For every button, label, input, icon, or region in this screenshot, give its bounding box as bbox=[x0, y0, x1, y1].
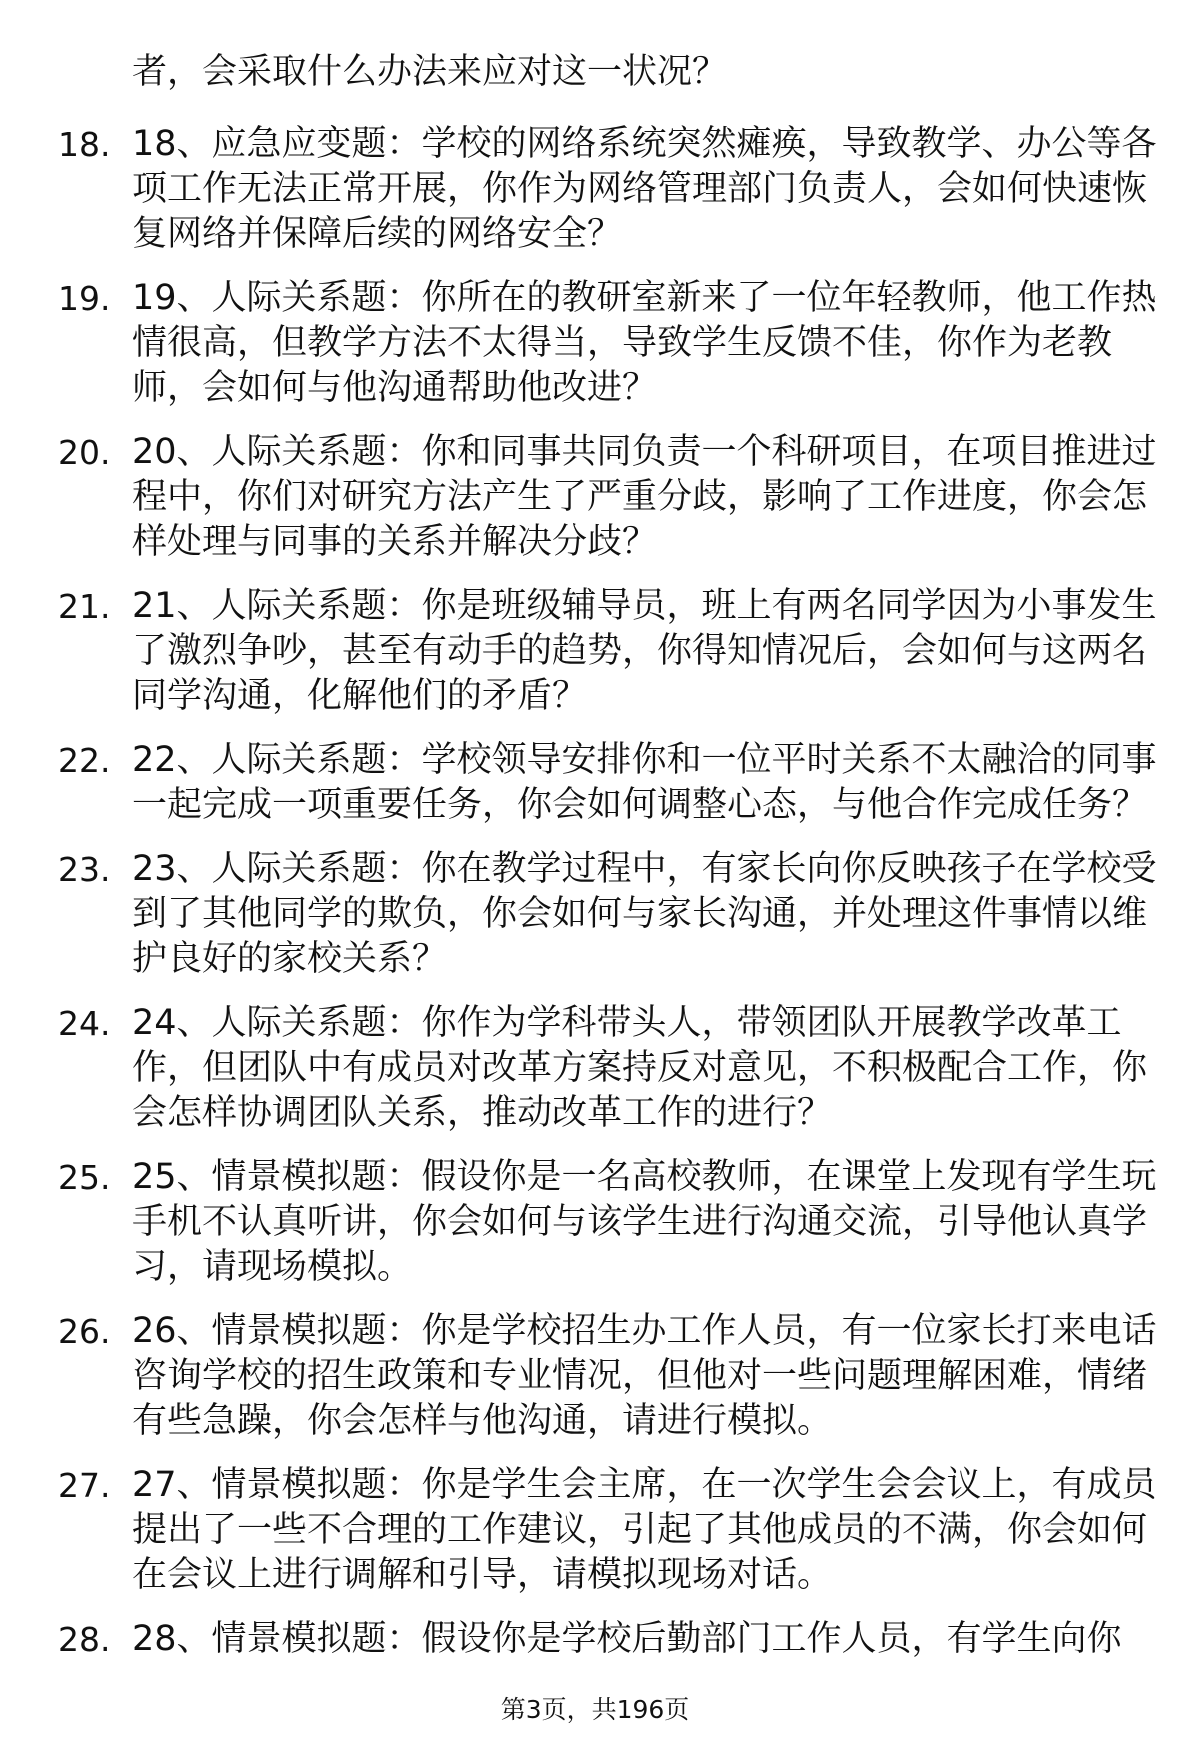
page-footer: 第3页，共196页 bbox=[500, 1695, 690, 1724]
question-text: 23、人际关系题：你在教学过程中，有家长向你反映孩子在学校受到了其他同学的欺负，你会如何与家长沟通，并处理这件事情以维护良好的家校关系？ bbox=[132, 849, 1157, 979]
question-number: 19. bbox=[58, 279, 111, 318]
question-item-28 bbox=[0, 1617, 1190, 1662]
question-number: 21. bbox=[58, 587, 111, 626]
question-item-18 bbox=[0, 122, 1190, 257]
question-item-22 bbox=[0, 738, 1190, 828]
continuation-text: 者，会采取什么办法来应对这一状况？ bbox=[132, 52, 728, 92]
question-text: 25、情景模拟题：假设你是一名高校教师，在课堂上发现有学生玩手机不认真听讲，你会如何与该学生进行沟通交流，引导他认真学习，请现场模拟。 bbox=[132, 1157, 1157, 1287]
question-number: 20. bbox=[58, 433, 111, 472]
question-list bbox=[0, 122, 1190, 1681]
question-text: 26、情景模拟题：你是学校招生办工作人员，有一位家长打来电话咨询学校的招生政策和专业情况，但他对一些问题理解困难，情绪有些急躁，你会怎样与他沟通，请进行模拟。 bbox=[132, 1311, 1157, 1441]
question-item-20 bbox=[0, 430, 1190, 565]
question-text: 28、情景模拟题：假设你是学校后勤部门工作人员，有学生向你 bbox=[132, 1619, 1122, 1659]
question-number: 25. bbox=[58, 1158, 111, 1197]
question-number: 18. bbox=[58, 125, 111, 164]
question-number: 22. bbox=[58, 741, 111, 780]
question-text: 18、应急应变题：学校的网络系统突然瘫痪，导致教学、办公等各项工作无法正常开展，你作为网络管理部门负责人，会如何快速恢复网络并保障后续的网络安全？ bbox=[132, 124, 1157, 254]
question-number: 24. bbox=[58, 1004, 111, 1043]
question-number: 27. bbox=[58, 1466, 111, 1505]
question-item-24 bbox=[0, 1001, 1190, 1136]
question-text: 22、人际关系题：学校领导安排你和一位平时关系不太融洽的同事一起完成一项重要任务，你会如何调整心态，与他合作完成任务？ bbox=[132, 740, 1157, 825]
question-text: 24、人际关系题：你作为学科带头人，带领团队开展教学改革工作，但团队中有成员对改革方案持反对意见，不积极配合工作，你会怎样协调团队关系，推动改革工作的进行？ bbox=[132, 1003, 1148, 1133]
question-text: 21、人际关系题：你是班级辅导员，班上有两名同学因为小事发生了激烈争吵，甚至有动手的趋势，你得知情况后，会如何与这两名同学沟通，化解他们的矛盾？ bbox=[132, 586, 1157, 716]
question-item-26 bbox=[0, 1309, 1190, 1444]
question-text: 19、人际关系题：你所在的教研室新来了一位年轻教师，他工作热情很高，但教学方法不太得当，导致学生反馈不佳，你作为老教师，会如何与他沟通帮助他改进？ bbox=[132, 278, 1157, 408]
question-number: 23. bbox=[58, 850, 111, 889]
question-item-21 bbox=[0, 584, 1190, 719]
question-item-23 bbox=[0, 847, 1190, 982]
question-text: 20、人际关系题：你和同事共同负责一个科研项目，在项目推进过程中，你们对研究方法产生了严重分歧，影响了工作进度，你会怎样处理与同事的关系并解决分歧？ bbox=[132, 432, 1157, 562]
question-item-25 bbox=[0, 1155, 1190, 1290]
question-number: 28. bbox=[58, 1620, 111, 1659]
question-item-19 bbox=[0, 276, 1190, 411]
question-item-27 bbox=[0, 1463, 1190, 1598]
question-text: 27、情景模拟题：你是学生会主席，在一次学生会会议上，有成员提出了一些不合理的工作建议，引起了其他成员的不满，你会如何在会议上进行调解和引导，请模拟现场对话。 bbox=[132, 1465, 1157, 1595]
question-number: 26. bbox=[58, 1312, 111, 1351]
